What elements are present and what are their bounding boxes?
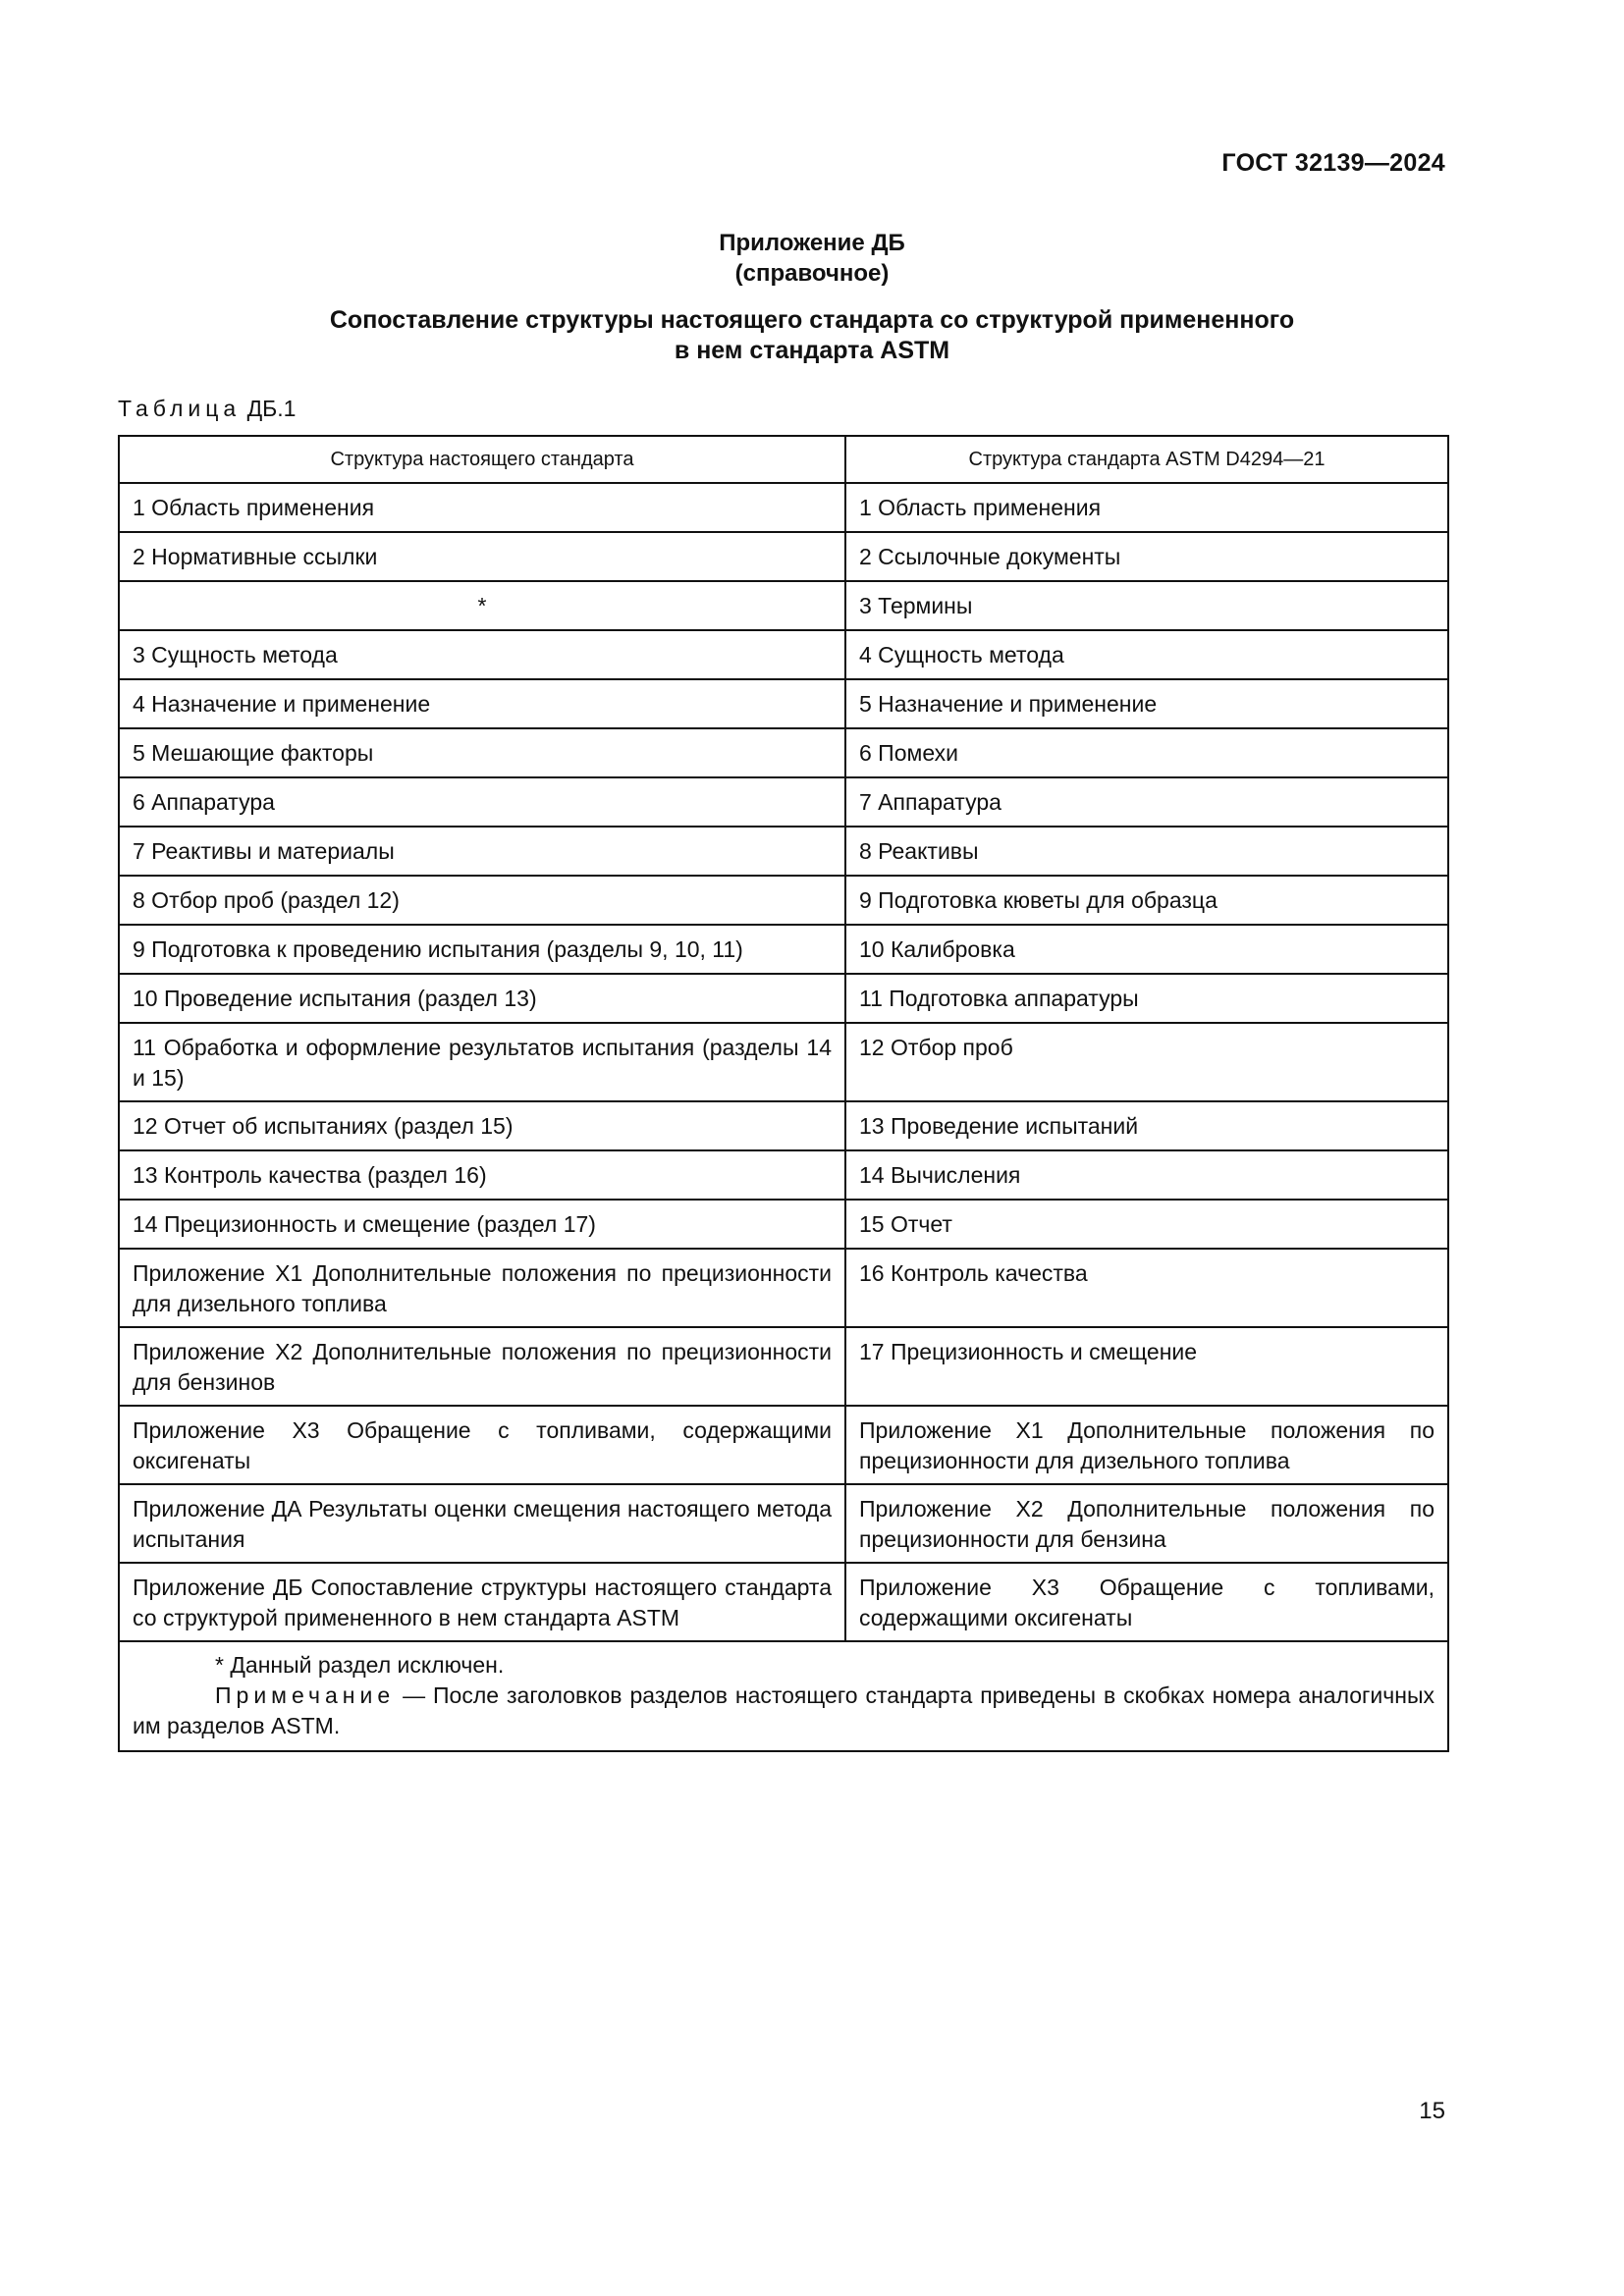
table-cell-this-standard	[119, 1484, 845, 1563]
cell-text: 17 Прецизионность и смещение	[859, 1339, 1198, 1364]
cell-text: 9 Подготовка кюветы для образца	[859, 887, 1218, 913]
table-cell-this-standard	[119, 532, 845, 581]
table-header-row	[119, 436, 1448, 483]
table-row	[119, 1023, 1448, 1101]
cell-text: Приложение Х2 Дополнительные положения по прецизионности для бензина	[859, 1496, 1435, 1552]
cell-text: 7 Аппаратура	[859, 789, 1001, 815]
structure-comparison-table	[118, 435, 1449, 1752]
table-row	[119, 728, 1448, 777]
table-row	[119, 1327, 1448, 1406]
table-cell-astm	[845, 728, 1448, 777]
cell-text: 12 Отчет об испытаниях (раздел 15)	[133, 1113, 514, 1139]
cell-text: Приложение Х1 Дополнительные положения по прецизионности для дизельного топлива	[859, 1417, 1435, 1473]
cell-text: Приложение Х1 Дополнительные положения по прецизионности для дизельного топлива	[133, 1260, 832, 1316]
cell-text-excluded-mark: *	[477, 593, 487, 618]
table-cell-astm	[845, 532, 1448, 581]
table-label	[118, 396, 296, 422]
table-cell-this-standard	[119, 777, 845, 827]
cell-text: 5 Назначение и применение	[859, 691, 1158, 717]
table-label-id: ДБ.1	[246, 396, 297, 421]
cell-text: 1 Область применения	[859, 495, 1102, 520]
table-cell-this-standard	[119, 1023, 845, 1101]
table-cell-this-standard	[119, 974, 845, 1023]
table-row	[119, 483, 1448, 532]
table-cell-this-standard	[119, 827, 845, 876]
table-footnote-cell	[119, 1641, 1448, 1751]
cell-text: 1 Область применения	[133, 495, 375, 520]
cell-text: 10 Калибровка	[859, 936, 1015, 962]
cell-text: 6 Аппаратура	[133, 789, 275, 815]
cell-text: 4 Сущность метода	[859, 642, 1064, 667]
cell-text: 16 Контроль качества	[859, 1260, 1088, 1286]
cell-text: 5 Мешающие факторы	[133, 740, 374, 766]
table-row	[119, 1101, 1448, 1150]
table-cell-astm	[845, 1101, 1448, 1150]
table-row	[119, 1150, 1448, 1200]
annex-header	[0, 228, 1624, 289]
table-cell-astm	[845, 1249, 1448, 1327]
table-row	[119, 581, 1448, 630]
table-cell-astm	[845, 1327, 1448, 1406]
cell-text: 14 Прецизионность и смещение (раздел 17)	[133, 1211, 596, 1237]
table-cell-astm	[845, 581, 1448, 630]
table-cell-this-standard	[119, 876, 845, 925]
table-cell-this-standard	[119, 925, 845, 974]
cell-text: 12 Отбор проб	[859, 1035, 1013, 1060]
table-footer-row	[119, 1641, 1448, 1751]
cell-text: 14 Вычисления	[859, 1162, 1021, 1188]
table-cell-astm	[845, 876, 1448, 925]
annex-heading-line-1: Сопоставление структуры настоящего стандарта со структурой примененного	[329, 306, 1295, 334]
table-cell-this-standard	[119, 1101, 845, 1150]
table-cell-this-standard	[119, 728, 845, 777]
table-row	[119, 827, 1448, 876]
page-number: 15	[1419, 2098, 1445, 2124]
table-cell-astm	[845, 1563, 1448, 1641]
table-cell-astm	[845, 925, 1448, 974]
document-number: ГОСТ 32139—2024	[1221, 149, 1445, 177]
cell-text: 3 Сущность метода	[133, 642, 338, 667]
cell-text: Приложение Х2 Дополнительные положения по прецизионности для бензинов	[133, 1339, 832, 1395]
annex-title: Приложение ДБ	[719, 230, 905, 256]
cell-text: Приложение ДА Результаты оценки смещения настоящего метода испытания	[133, 1496, 832, 1552]
cell-text: 8 Отбор проб (раздел 12)	[133, 887, 400, 913]
table-cell-this-standard	[119, 1406, 845, 1484]
table-cell-this-standard	[119, 679, 845, 728]
table-cell-this-standard	[119, 1150, 845, 1200]
table-row	[119, 532, 1448, 581]
cell-text: 8 Реактивы	[859, 838, 979, 864]
cell-text: 2 Ссылочные документы	[859, 544, 1121, 569]
table-cell-astm	[845, 630, 1448, 679]
cell-text: Приложение Х3 Обращение с топливами, содержащими оксигенаты	[133, 1417, 832, 1473]
cell-text: 6 Помехи	[859, 740, 958, 766]
annex-heading	[0, 305, 1624, 366]
table-cell-astm	[845, 1406, 1448, 1484]
table-row	[119, 925, 1448, 974]
table-cell-this-standard	[119, 1327, 845, 1406]
table-cell-this-standard	[119, 1563, 845, 1641]
table-cell-this-standard	[119, 1200, 845, 1249]
table-cell-astm	[845, 1150, 1448, 1200]
table-row	[119, 1563, 1448, 1641]
cell-text: 7 Реактивы и материалы	[133, 838, 395, 864]
cell-text: 4 Назначение и применение	[133, 691, 431, 717]
table-cell-astm	[845, 1200, 1448, 1249]
cell-text: 9 Подготовка к проведению испытания (разделы 9, 10, 11)	[133, 936, 743, 962]
cell-text: 15 Отчет	[859, 1211, 952, 1237]
table-row	[119, 1484, 1448, 1563]
cell-text: 13 Контроль качества (раздел 16)	[133, 1162, 487, 1188]
table-note	[133, 1681, 1435, 1741]
table-footnote: * Данный раздел исключен.	[215, 1652, 505, 1678]
table-cell-astm	[845, 1484, 1448, 1563]
cell-text: Приложение Х3 Обращение с топливами, содержащими оксигенаты	[859, 1575, 1435, 1630]
table-row	[119, 777, 1448, 827]
table-cell-astm	[845, 827, 1448, 876]
table-label-word: Таблица	[118, 396, 242, 421]
table-row	[119, 876, 1448, 925]
table-cell-astm	[845, 1023, 1448, 1101]
table-row	[119, 1406, 1448, 1484]
cell-text: 3 Термины	[859, 593, 973, 618]
cell-text: 2 Нормативные ссылки	[133, 544, 378, 569]
table-cell-astm	[845, 974, 1448, 1023]
table-cell-this-standard	[119, 630, 845, 679]
table-cell-this-standard	[119, 581, 845, 630]
table-row	[119, 679, 1448, 728]
table-row	[119, 1200, 1448, 1249]
cell-text: Приложение ДБ Сопоставление структуры настоящего стандарта со структурой примененного в нем стандарта ASTM	[133, 1575, 832, 1630]
annex-heading-line-2: в нем стандарта ASTM	[674, 337, 950, 364]
table-cell-this-standard	[119, 1249, 845, 1327]
cell-text: 11 Обработка и оформление результатов испытания (разделы 14 и 15)	[133, 1035, 832, 1091]
table-cell-astm	[845, 679, 1448, 728]
table-note-text: — После заголовков разделов настоящего стандарта приведены в скобках номера аналогичных им разделов ASTM.	[133, 1682, 1435, 1738]
table-row	[119, 630, 1448, 679]
cell-text: 13 Проведение испытаний	[859, 1113, 1139, 1139]
cell-text: 10 Проведение испытания (раздел 13)	[133, 986, 537, 1011]
column-header-this-standard: Структура настоящего стандарта	[119, 436, 845, 483]
column-header-astm-standard: Структура стандарта ASTM D4294—21	[845, 436, 1448, 483]
cell-text: 11 Подготовка аппаратуры	[859, 986, 1139, 1011]
table-cell-this-standard	[119, 483, 845, 532]
annex-type: (справочное)	[734, 260, 890, 287]
table-cell-astm	[845, 777, 1448, 827]
table-cell-astm	[845, 483, 1448, 532]
table-row	[119, 974, 1448, 1023]
table-note-label: Примечание	[215, 1682, 396, 1708]
table-row	[119, 1249, 1448, 1327]
